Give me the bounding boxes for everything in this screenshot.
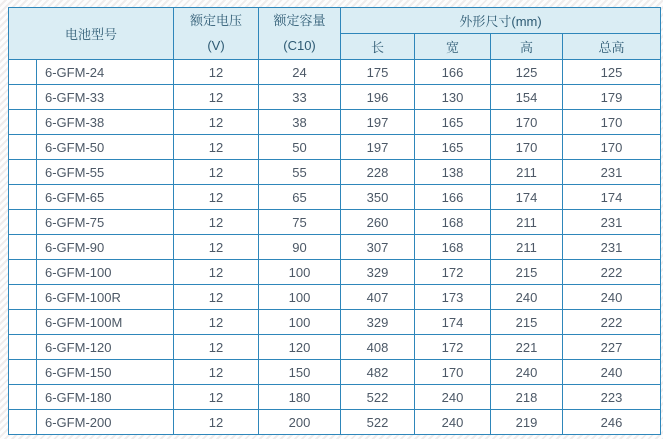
header-capacity — [259, 8, 341, 60]
table-row — [9, 360, 661, 385]
header-dimensions: 外形尺寸(mm) — [341, 8, 661, 34]
header-voltage-label: 额定电压 — [190, 13, 243, 29]
height-cell: 125 — [491, 60, 563, 85]
length-cell: 329 — [341, 260, 415, 285]
model-cell: 6-GFM-100M — [37, 310, 174, 335]
table-row — [9, 235, 661, 260]
table-row — [9, 310, 661, 335]
model-cell: 6-GFM-33 — [37, 85, 174, 110]
height-cell: 211 — [491, 160, 563, 185]
length-cell: 408 — [341, 335, 415, 360]
capacity-cell: 90 — [259, 235, 341, 260]
total-height-cell: 246 — [563, 410, 661, 435]
height-cell: 211 — [491, 235, 563, 260]
table-row — [9, 160, 661, 185]
header-width: 宽 — [415, 34, 491, 60]
model-cell: 6-GFM-24 — [37, 60, 174, 85]
height-cell: 240 — [491, 360, 563, 385]
height-cell: 170 — [491, 135, 563, 160]
voltage-cell: 12 — [174, 260, 259, 285]
width-cell: 174 — [415, 310, 491, 335]
table-row — [9, 135, 661, 160]
length-cell: 522 — [341, 410, 415, 435]
row-spacer-cell — [9, 185, 37, 210]
row-spacer-cell — [9, 310, 37, 335]
width-cell: 170 — [415, 360, 491, 385]
table-row — [9, 185, 661, 210]
table-row — [9, 60, 661, 85]
voltage-cell: 12 — [174, 360, 259, 385]
model-cell: 6-GFM-50 — [37, 135, 174, 160]
row-spacer-cell — [9, 410, 37, 435]
width-cell: 172 — [415, 335, 491, 360]
header-model: 电池型号 — [9, 8, 174, 60]
row-spacer-cell — [9, 360, 37, 385]
model-cell: 6-GFM-120 — [37, 335, 174, 360]
width-cell: 168 — [415, 235, 491, 260]
width-cell: 165 — [415, 135, 491, 160]
capacity-cell: 65 — [259, 185, 341, 210]
capacity-cell: 150 — [259, 360, 341, 385]
capacity-cell: 38 — [259, 110, 341, 135]
height-cell: 215 — [491, 260, 563, 285]
voltage-cell: 12 — [174, 410, 259, 435]
row-spacer-cell — [9, 110, 37, 135]
total-height-cell: 170 — [563, 110, 661, 135]
header-capacity-unit: (C10) — [283, 37, 316, 53]
total-height-cell: 240 — [563, 285, 661, 310]
total-height-cell: 179 — [563, 85, 661, 110]
total-height-cell: 231 — [563, 160, 661, 185]
total-height-cell: 223 — [563, 385, 661, 410]
table-row — [9, 385, 661, 410]
voltage-cell: 12 — [174, 310, 259, 335]
model-cell: 6-GFM-100R — [37, 285, 174, 310]
length-cell: 522 — [341, 385, 415, 410]
total-height-cell: 125 — [563, 60, 661, 85]
model-cell: 6-GFM-55 — [37, 160, 174, 185]
table-row — [9, 335, 661, 360]
row-spacer-cell — [9, 210, 37, 235]
total-height-cell: 222 — [563, 310, 661, 335]
table-row — [9, 210, 661, 235]
voltage-cell: 12 — [174, 135, 259, 160]
width-cell: 138 — [415, 160, 491, 185]
model-cell: 6-GFM-90 — [37, 235, 174, 260]
capacity-cell: 33 — [259, 85, 341, 110]
header-row-top — [9, 8, 661, 34]
voltage-cell: 12 — [174, 60, 259, 85]
model-cell: 6-GFM-100 — [37, 260, 174, 285]
row-spacer-cell — [9, 135, 37, 160]
height-cell: 219 — [491, 410, 563, 435]
width-cell: 172 — [415, 260, 491, 285]
table-header — [9, 8, 661, 60]
row-spacer-cell — [9, 335, 37, 360]
height-cell: 218 — [491, 385, 563, 410]
model-cell: 6-GFM-65 — [37, 185, 174, 210]
length-cell: 197 — [341, 110, 415, 135]
width-cell: 168 — [415, 210, 491, 235]
row-spacer-cell — [9, 60, 37, 85]
width-cell: 173 — [415, 285, 491, 310]
length-cell: 196 — [341, 85, 415, 110]
total-height-cell: 231 — [563, 235, 661, 260]
header-capacity-label: 额定容量 — [273, 13, 326, 29]
header-length: 长 — [341, 34, 415, 60]
row-spacer-cell — [9, 385, 37, 410]
length-cell: 350 — [341, 185, 415, 210]
height-cell: 215 — [491, 310, 563, 335]
battery-spec-table — [8, 7, 661, 435]
height-cell: 221 — [491, 335, 563, 360]
width-cell: 166 — [415, 60, 491, 85]
voltage-cell: 12 — [174, 160, 259, 185]
header-height: 高 — [491, 34, 563, 60]
voltage-cell: 12 — [174, 235, 259, 260]
voltage-cell: 12 — [174, 285, 259, 310]
capacity-cell: 100 — [259, 260, 341, 285]
header-voltage — [174, 8, 259, 60]
voltage-cell: 12 — [174, 110, 259, 135]
width-cell: 130 — [415, 85, 491, 110]
capacity-cell: 50 — [259, 135, 341, 160]
width-cell: 166 — [415, 185, 491, 210]
total-height-cell: 222 — [563, 260, 661, 285]
height-cell: 240 — [491, 285, 563, 310]
width-cell: 165 — [415, 110, 491, 135]
table-body — [9, 60, 661, 435]
row-spacer-cell — [9, 260, 37, 285]
model-cell: 6-GFM-150 — [37, 360, 174, 385]
capacity-cell: 200 — [259, 410, 341, 435]
table-row — [9, 110, 661, 135]
capacity-cell: 120 — [259, 335, 341, 360]
width-cell: 240 — [415, 410, 491, 435]
length-cell: 482 — [341, 360, 415, 385]
total-height-cell: 170 — [563, 135, 661, 160]
row-spacer-cell — [9, 85, 37, 110]
table-row — [9, 410, 661, 435]
length-cell: 307 — [341, 235, 415, 260]
model-cell: 6-GFM-200 — [37, 410, 174, 435]
header-voltage-unit: (V) — [207, 37, 225, 53]
length-cell: 260 — [341, 210, 415, 235]
row-spacer-cell — [9, 235, 37, 260]
voltage-cell: 12 — [174, 335, 259, 360]
table-row — [9, 85, 661, 110]
voltage-cell: 12 — [174, 85, 259, 110]
length-cell: 329 — [341, 310, 415, 335]
length-cell: 197 — [341, 135, 415, 160]
table-row — [9, 285, 661, 310]
model-cell: 6-GFM-75 — [37, 210, 174, 235]
capacity-cell: 55 — [259, 160, 341, 185]
height-cell: 174 — [491, 185, 563, 210]
voltage-cell: 12 — [174, 210, 259, 235]
length-cell: 407 — [341, 285, 415, 310]
row-spacer-cell — [9, 285, 37, 310]
row-spacer-cell — [9, 160, 37, 185]
capacity-cell: 180 — [259, 385, 341, 410]
height-cell: 170 — [491, 110, 563, 135]
header-total-height: 总高 — [563, 34, 661, 60]
voltage-cell: 12 — [174, 385, 259, 410]
model-cell: 6-GFM-180 — [37, 385, 174, 410]
capacity-cell: 24 — [259, 60, 341, 85]
length-cell: 228 — [341, 160, 415, 185]
total-height-cell: 174 — [563, 185, 661, 210]
height-cell: 154 — [491, 85, 563, 110]
height-cell: 211 — [491, 210, 563, 235]
capacity-cell: 100 — [259, 310, 341, 335]
length-cell: 175 — [341, 60, 415, 85]
total-height-cell: 227 — [563, 335, 661, 360]
capacity-cell: 100 — [259, 285, 341, 310]
voltage-cell: 12 — [174, 185, 259, 210]
total-height-cell: 231 — [563, 210, 661, 235]
total-height-cell: 240 — [563, 360, 661, 385]
model-cell: 6-GFM-38 — [37, 110, 174, 135]
width-cell: 240 — [415, 385, 491, 410]
table-row — [9, 260, 661, 285]
capacity-cell: 75 — [259, 210, 341, 235]
